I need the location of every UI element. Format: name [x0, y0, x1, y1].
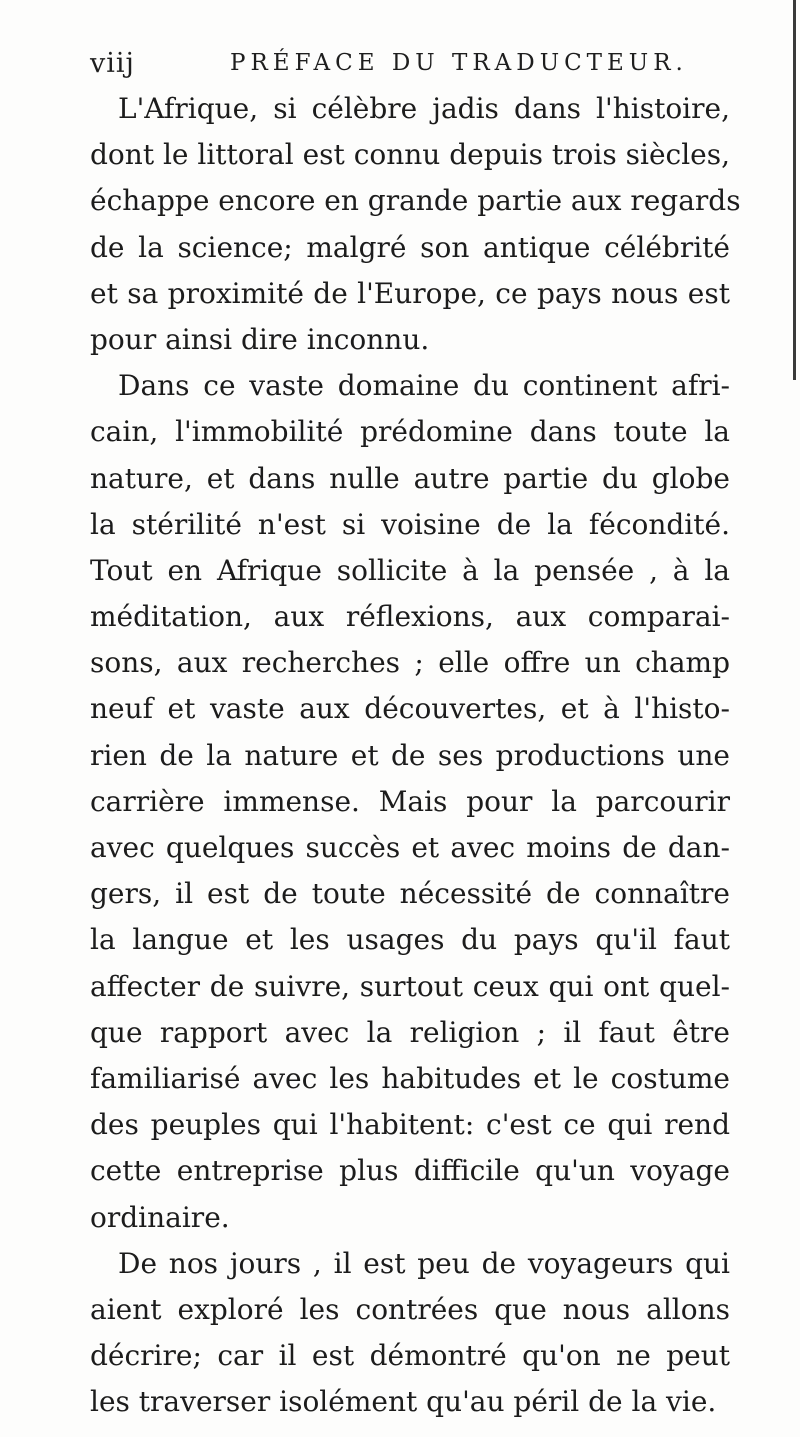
text-line: aient exploré les contrées que nous allons — [90, 1292, 730, 1326]
page-number: viij — [90, 48, 135, 79]
text-line: rien de la nature et de ses productions une — [90, 738, 730, 772]
text-line: sons, aux recherches ; elle offre un champ — [90, 646, 730, 680]
text-line: de la science; malgré son antique célébrité — [90, 230, 730, 264]
running-head: PRÉFACE DU TRADUCTEUR. — [230, 50, 688, 76]
text-line: De nos jours , il est peu de voyageurs qui — [118, 1246, 730, 1280]
text-line: Tout en Afrique sollicite à la pensée , à la — [90, 553, 730, 587]
text-line: avec quelques succès et avec moins de dan- — [90, 831, 730, 864]
text-line: et sa proximité de l'Europe, ce pays nous est — [90, 276, 730, 310]
text-line: échappe encore en grande partie aux regards — [90, 184, 741, 218]
text-line: la langue et les usages du pays qu'il faut — [90, 923, 730, 957]
text-line: dont le littoral est connu depuis trois siècles, — [90, 138, 730, 172]
body-text — [90, 86, 741, 1425]
text-line: familiarisé avec les habitudes et le costume — [90, 1061, 730, 1095]
text-line: cette entreprise plus difficile qu'un voyage — [90, 1154, 730, 1188]
text-line: que rapport avec la religion ; il faut être — [90, 1015, 730, 1049]
text-line: gers, il est de toute nécessité de connaître — [90, 877, 730, 911]
text-line: Dans ce vaste domaine du continent afri- — [118, 369, 730, 403]
text-line: cain, l'immobilité prédomine dans toute la — [90, 415, 730, 449]
text-line: la stérilité n'est si voisine de la fécondité. — [90, 507, 730, 541]
text-line: neuf et vaste aux découvertes, et à l'histo- — [90, 692, 730, 726]
page-edge-line — [793, 0, 796, 380]
paragraph-2 — [90, 363, 730, 1241]
text-line: nature, et dans nulle autre partie du globe — [90, 461, 730, 495]
text-line: des peuples qui l'habitent: c'est ce qui rend — [90, 1108, 730, 1142]
text-line: affecter de suivre, surtout ceux qui ont quel- — [90, 969, 730, 1003]
paragraph-1 — [90, 86, 741, 363]
text-line: L'Afrique, si célèbre jadis dans l'histoire, — [118, 92, 730, 125]
paragraph-3 — [90, 1241, 730, 1426]
text-line: les traverser isolément qu'au péril de la vie. — [90, 1385, 717, 1419]
text-line: carrière immense. Mais pour la parcourir — [90, 784, 730, 818]
text-line: décrire; car il est démontré qu'on ne peut — [90, 1339, 730, 1373]
text-line: méditation, aux réflexions, aux comparai- — [90, 600, 730, 634]
text-line: ordinaire. — [90, 1200, 230, 1234]
text-line: pour ainsi dire inconnu. — [90, 322, 430, 356]
page-header — [90, 48, 730, 88]
